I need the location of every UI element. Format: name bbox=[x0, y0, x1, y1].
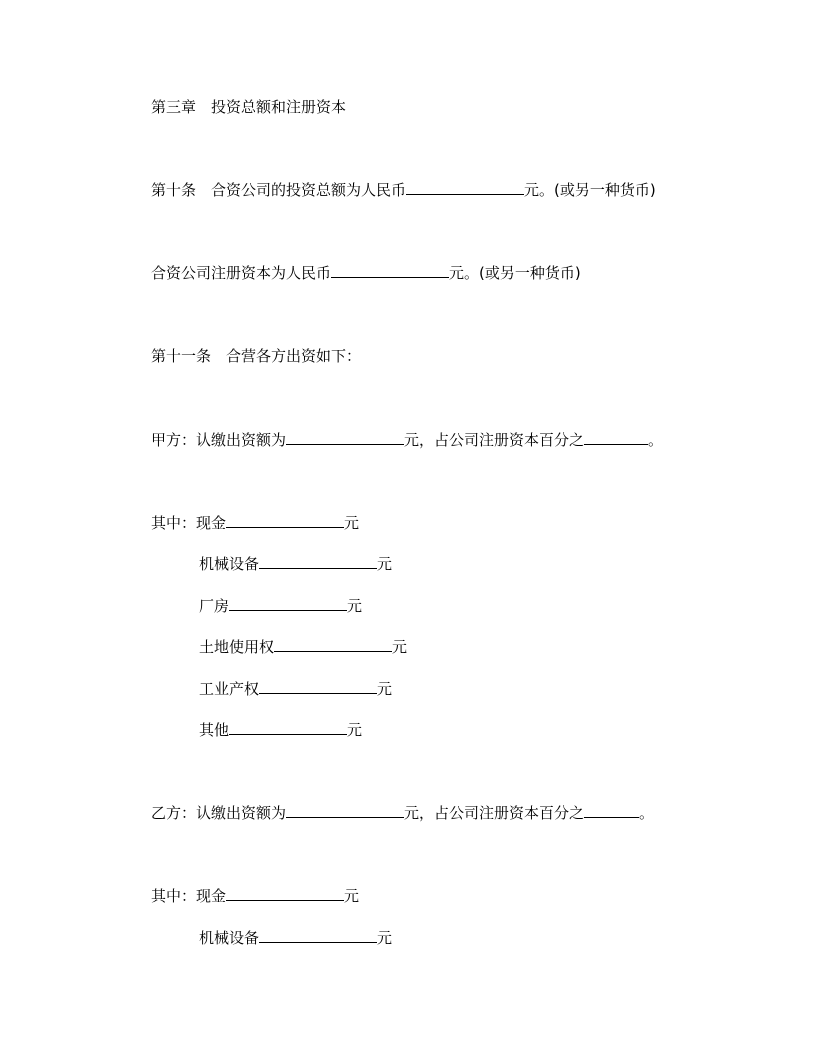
registered-capital-blank[interactable] bbox=[331, 262, 449, 278]
party-b-items-lead: 其中： bbox=[151, 887, 197, 905]
party-a-ip-line bbox=[199, 678, 392, 698]
party-a-cash-line bbox=[151, 512, 359, 532]
article-11 bbox=[151, 346, 361, 366]
ip-label: 工业产权 bbox=[199, 680, 260, 698]
land-label: 土地使用权 bbox=[199, 638, 275, 656]
other-label: 其他 bbox=[199, 721, 230, 739]
party-b-end: 。 bbox=[639, 804, 655, 822]
party-a-end: 。 bbox=[648, 431, 664, 449]
party-a-land-line bbox=[199, 636, 407, 656]
party-a-percent-blank[interactable] bbox=[584, 429, 648, 445]
unit: 元 bbox=[344, 887, 360, 905]
party-b-machinery-blank[interactable] bbox=[259, 927, 377, 943]
chapter-title: 投资总额和注册资本 bbox=[211, 98, 347, 116]
party-a-plant-blank[interactable] bbox=[229, 595, 347, 611]
party-b-amount-blank[interactable] bbox=[286, 802, 404, 818]
party-a-cash-blank[interactable] bbox=[226, 512, 344, 528]
party-b-prefix: 乙方：认缴出资额为 bbox=[151, 804, 287, 822]
party-a-other-line bbox=[199, 719, 362, 739]
article-10-suffix: 元。(或另一种货币) bbox=[524, 181, 656, 199]
party-a-machinery-blank[interactable] bbox=[259, 553, 377, 569]
registered-capital-suffix: 元。(或另一种货币) bbox=[449, 264, 581, 282]
party-a-items-lead: 其中： bbox=[151, 514, 197, 532]
party-a-machinery-line bbox=[199, 553, 392, 573]
total-investment-blank[interactable] bbox=[406, 179, 524, 195]
party-a-amount-blank[interactable] bbox=[286, 429, 404, 445]
chapter-number: 第三章 bbox=[151, 98, 197, 116]
article-11-text: 合营各方出资如下： bbox=[226, 347, 362, 365]
unit: 元 bbox=[347, 597, 363, 615]
cash-label: 现金 bbox=[196, 887, 227, 905]
plant-label: 厂房 bbox=[199, 597, 230, 615]
registered-capital-prefix: 合资公司注册资本为人民币 bbox=[151, 264, 332, 282]
party-a-mid: 元，占公司注册资本百分之 bbox=[404, 431, 585, 449]
unit: 元 bbox=[377, 929, 393, 947]
article-10 bbox=[151, 179, 656, 199]
machinery-label: 机械设备 bbox=[199, 929, 260, 947]
cash-label: 现金 bbox=[196, 514, 227, 532]
party-b-mid: 元，占公司注册资本百分之 bbox=[404, 804, 585, 822]
machinery-label: 机械设备 bbox=[199, 555, 260, 573]
party-a-land-blank[interactable] bbox=[274, 636, 392, 652]
article-10-prefix: 合资公司的投资总额为人民币 bbox=[211, 181, 407, 199]
party-a-other-blank[interactable] bbox=[229, 719, 347, 735]
party-a-ip-blank[interactable] bbox=[259, 678, 377, 694]
party-a-plant-line bbox=[199, 595, 362, 615]
chapter-heading bbox=[151, 97, 346, 117]
registered-capital-line bbox=[151, 262, 581, 282]
unit: 元 bbox=[347, 721, 363, 739]
party-a-prefix: 甲方：认缴出资额为 bbox=[151, 431, 287, 449]
party-b-machinery-line bbox=[199, 927, 392, 947]
party-b-percent-blank[interactable] bbox=[584, 802, 639, 818]
party-a-line bbox=[151, 429, 663, 449]
article-11-number: 第十一条 bbox=[151, 347, 212, 365]
unit: 元 bbox=[344, 514, 360, 532]
party-b-line bbox=[151, 802, 654, 822]
party-b-cash-blank[interactable] bbox=[226, 885, 344, 901]
unit: 元 bbox=[377, 680, 393, 698]
unit: 元 bbox=[377, 555, 393, 573]
unit: 元 bbox=[392, 638, 408, 656]
party-b-cash-line bbox=[151, 885, 359, 905]
article-10-number: 第十条 bbox=[151, 181, 197, 199]
